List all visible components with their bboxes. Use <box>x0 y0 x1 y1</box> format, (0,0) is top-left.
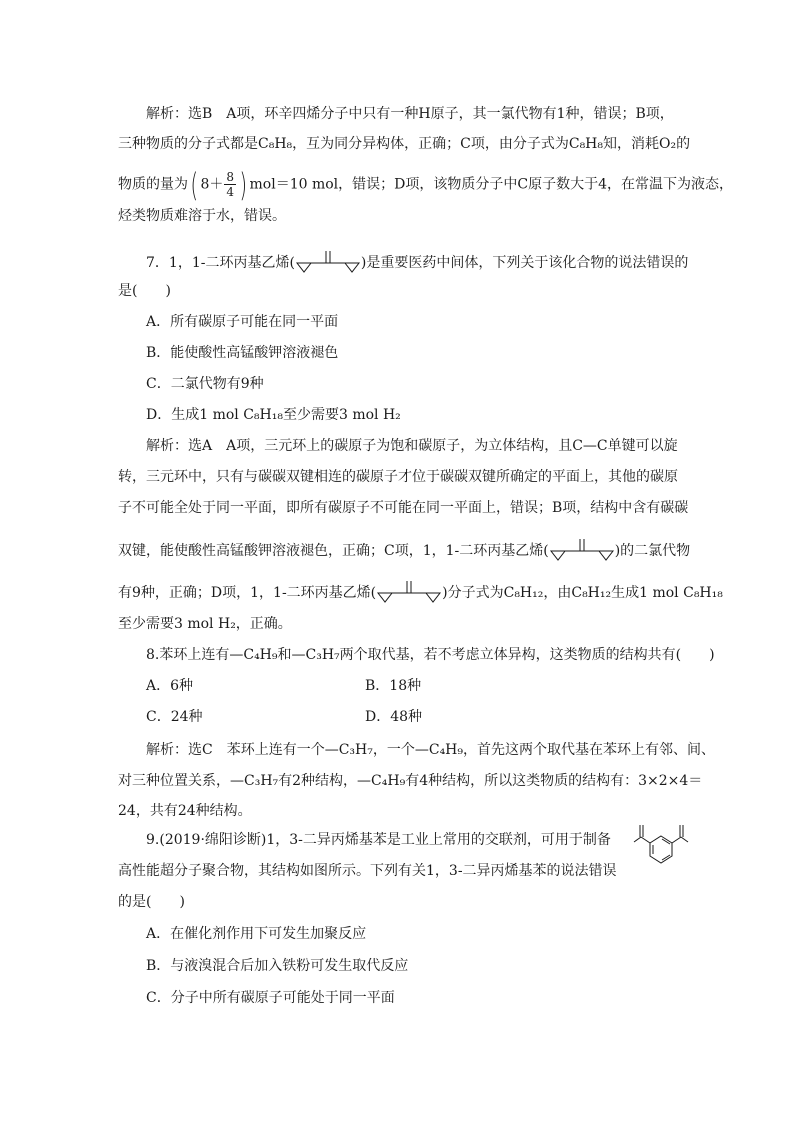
text-line: 是( ) <box>118 283 171 299</box>
dicyclopropylethylene-structure <box>295 250 361 276</box>
left-paren: ( <box>190 165 198 204</box>
text-line-with-fraction <box>118 165 734 204</box>
text-line-with-structure <box>118 538 690 564</box>
dicyclopropylethylene-structure <box>549 538 615 564</box>
option-c: C．二氯代物有9种 <box>146 376 264 392</box>
text-line: 至少需要3 mol H₂，正确。 <box>118 616 292 632</box>
option-c: C．分子中所有碳原子可能处于同一平面 <box>146 990 395 1006</box>
text-line: 的是( ) <box>118 894 185 910</box>
option-c: C．24种 <box>146 709 203 725</box>
dicyclopropylethylene-structure <box>376 580 442 606</box>
right-paren: ) <box>239 165 248 204</box>
text-line: 解析：选C 苯环上连有一个—C₃H₇，一个—C₄H₉，首先这两个取代基在苯环上有邻、间、 <box>146 742 716 758</box>
text-line: 三种物质的分子式都是C₈H₈，互为同分异构体，正确；C项，由分子式为C₈H₈知，消耗O₂的 <box>118 136 691 152</box>
option-a: A．所有碳原子可能在同一平面 <box>146 314 339 330</box>
text-line-with-structure <box>118 580 723 606</box>
text-fragment: 双键，能使酸性高锰酸钾溶液褪色，正确；C项，1，1-二环丙基乙烯( <box>118 543 549 559</box>
text-fragment: 有9种，正确；D项，1，1-二环丙基乙烯( <box>118 585 377 601</box>
fraction <box>224 170 236 199</box>
option-b: B．18种 <box>365 678 422 694</box>
question-7-stem <box>146 250 688 276</box>
text-fragment: 7．1，1-二环丙基乙烯( <box>146 255 295 271</box>
option-b: B．能使酸性高锰酸钾溶液褪色 <box>146 345 339 361</box>
option-a: A．6种 <box>146 678 194 694</box>
text-line: 转，三元环中，只有与碳碳双键相连的碳原子才位于碳碳双键所确定的平面上，其他的碳原 <box>118 469 678 485</box>
question-9-stem: 9.(2019·绵阳诊断)1，3-二异丙烯基苯是工业上常用的交联剂，可用于制备 <box>146 832 611 848</box>
option-b: B．与液溴混合后加入铁粉可发生取代反应 <box>146 958 409 974</box>
diisopropenylbenzene-structure <box>632 818 690 872</box>
fraction-denominator: 4 <box>226 185 235 199</box>
text-fragment: mol＝10 mol，错误；D项，该物质分子中C原子数大于4，在常温下为液态， <box>249 176 734 193</box>
option-a: A．在催化剂作用下可发生加聚反应 <box>146 926 367 942</box>
option-d: D．生成1 mol C₈H₁₈至少需要3 mol H₂ <box>146 407 401 423</box>
text-line: 高性能超分子聚合物，其结构如图所示。下列有关1，3-二异丙烯基苯的说法错误 <box>118 863 617 879</box>
text-line: 对三种位置关系，—C₃H₇有2种结构，—C₄H₉有4种结构，所以这类物质的结构有：3×2×4＝ <box>118 773 703 789</box>
text-line: 解析：选A A项，三元环上的碳原子为饱和碳原子，为立体结构，且C—C单键可以旋 <box>146 438 678 454</box>
text-fragment: )的二氯代物 <box>614 543 691 559</box>
text-fragment: 物质的量为 <box>118 176 188 193</box>
text-line: 烃类物质难溶于水，错误。 <box>118 208 286 224</box>
fraction-prefix: 8＋ <box>200 176 224 193</box>
text-line: 子不可能全处于同一平面，即所有碳原子不可能在同一平面上，错误；B项，结构中含有碳碳 <box>118 500 689 516</box>
text-line: 解析：选B A项，环辛四烯分子中只有一种H原子，其一氯代物有1种，错误；B项， <box>146 106 674 122</box>
text-line: 24，共有24种结构。 <box>118 803 252 819</box>
fraction-numerator: 8 <box>226 170 235 184</box>
text-fragment: )分子式为C₈H₁₂，由C₈H₁₂生成1 mol C₈H₁₈ <box>442 585 723 601</box>
text-fragment: )是重要医药中间体，下列关于该化合物的说法错误的 <box>360 255 689 271</box>
option-d: D．48种 <box>365 709 423 725</box>
question-8-stem: 8.苯环上连有—C₄H₉和—C₃H₇两个取代基，若不考虑立体异构，这类物质的结构共有( ) <box>146 647 715 663</box>
